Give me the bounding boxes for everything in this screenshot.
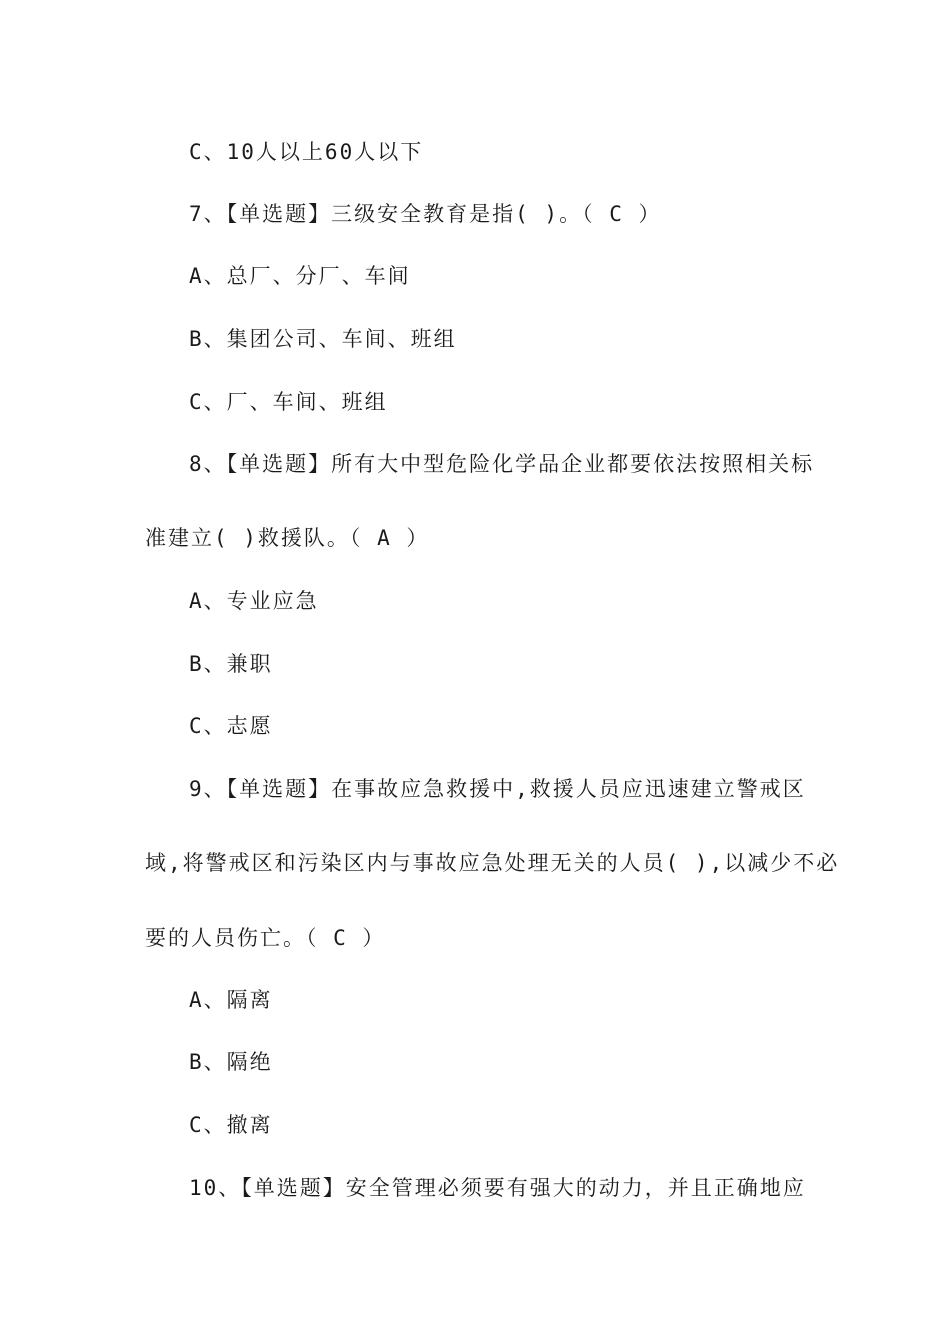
q9-option-c: C、撤离 (189, 1113, 273, 1137)
q9-question-line-3: 要的人员伤亡。（ C ） (145, 926, 386, 950)
q6-option-c: C、10人以上60人以下 (189, 140, 424, 164)
q10-question-line-1: 10、【单选题】安全管理必须要有强大的动力，并且正确地应 (189, 1176, 806, 1200)
q7-option-a: A、总厂、分厂、车间 (189, 264, 411, 288)
q8-option-b: B、兼职 (189, 652, 273, 676)
q7-option-c: C、厂、车间、班组 (189, 390, 388, 414)
q8-option-a: A、专业应急 (189, 589, 319, 613)
q8-question-line-2: 准建立( )救援队。（ A ） (145, 526, 430, 550)
q9-option-a: A、隔离 (189, 988, 273, 1012)
q7-option-b: B、集团公司、车间、班组 (189, 327, 457, 351)
q9-question-line-2: 域,将警戒区和污染区内与事故应急处理无关的人员( ),以减少不必 (145, 851, 840, 875)
q8-option-c: C、志愿 (189, 714, 273, 738)
q9-question-line-1: 9、【单选题】在事故应急救援中,救援人员应迅速建立警戒区 (189, 777, 806, 801)
q8-question-line-1: 8、【单选题】所有大中型危险化学品企业都要依法按照相关标 (189, 452, 815, 476)
q7-question: 7、【单选题】三级安全教育是指( )。（ C ） (189, 202, 662, 226)
q9-option-b: B、隔绝 (189, 1050, 273, 1074)
